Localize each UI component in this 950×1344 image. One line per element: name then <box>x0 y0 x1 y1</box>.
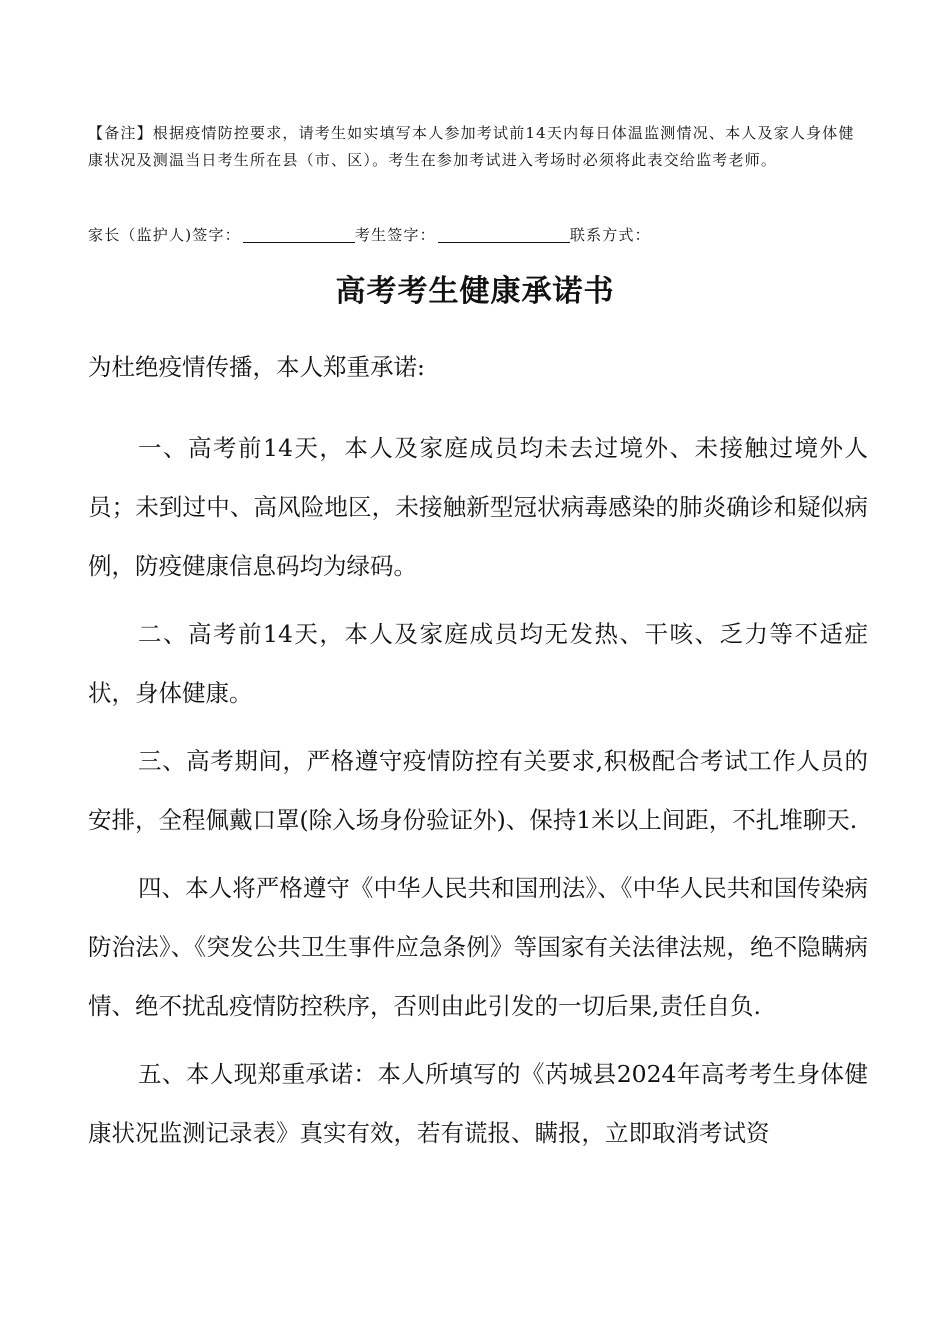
pledge-item-2: 二、高考前14天，本人及家庭成员均无发热、干咳、乏力等不适症状，身体健康。 <box>88 620 868 707</box>
pledge-intro: 为杜绝疫情传播，本人郑重承诺: <box>88 353 425 381</box>
remark-note: 【备注】根据疫情防控要求，请考生如实填写本人参加考试前14天内每日体温监测情况、本人及家人身体健康状况及测温当日考生所在县（市、区）。考生在参加考试进入考场时必须将此表交给监考老师。 <box>88 124 855 169</box>
pledge-item-5: 五、本人现郑重承诺：本人所填写的《芮城县2024年高考考生身体健康状况监测记录表》真实有效，若有谎报、瞒报，立即取消考试资 <box>88 1060 868 1147</box>
document-title: 高考考生健康承诺书 <box>335 274 615 309</box>
pledge-body <box>88 338 868 1172</box>
pledge-item-3: 三、高考期间，严格遵守疫情防控有关要求,积极配合考试工作人员的安排，全程佩戴口罩(除入场身份验证外)、保持1米以上间距，不扎堆聊天. <box>88 747 868 834</box>
signature-row <box>88 222 868 249</box>
pledge-item-1: 一、高考前14天，本人及家庭成员均未去过境外、未接触过境外人员；未到过中、高风险地区，未接触新型冠状病毒感染的肺炎确诊和疑似病例，防疫健康信息码均为绿码。 <box>88 434 868 580</box>
student-signature-blank <box>438 224 570 243</box>
contact-label: 联系方式： <box>569 226 651 244</box>
pledge-item-4: 四、本人将严格遵守《中华人民共和国刑法》、《中华人民共和国传染病防治法》、《突发公共卫生事件应急条例》等国家有关法律法规，绝不隐瞒病情、绝不扰乱疫情防控秩序，否则由此引发的一切后果,责任自负. <box>88 874 868 1020</box>
guardian-signature-label: 家长（监护人)签字： <box>88 226 241 244</box>
student-signature-label: 考生签字： <box>354 226 436 244</box>
guardian-signature-blank <box>243 224 355 243</box>
